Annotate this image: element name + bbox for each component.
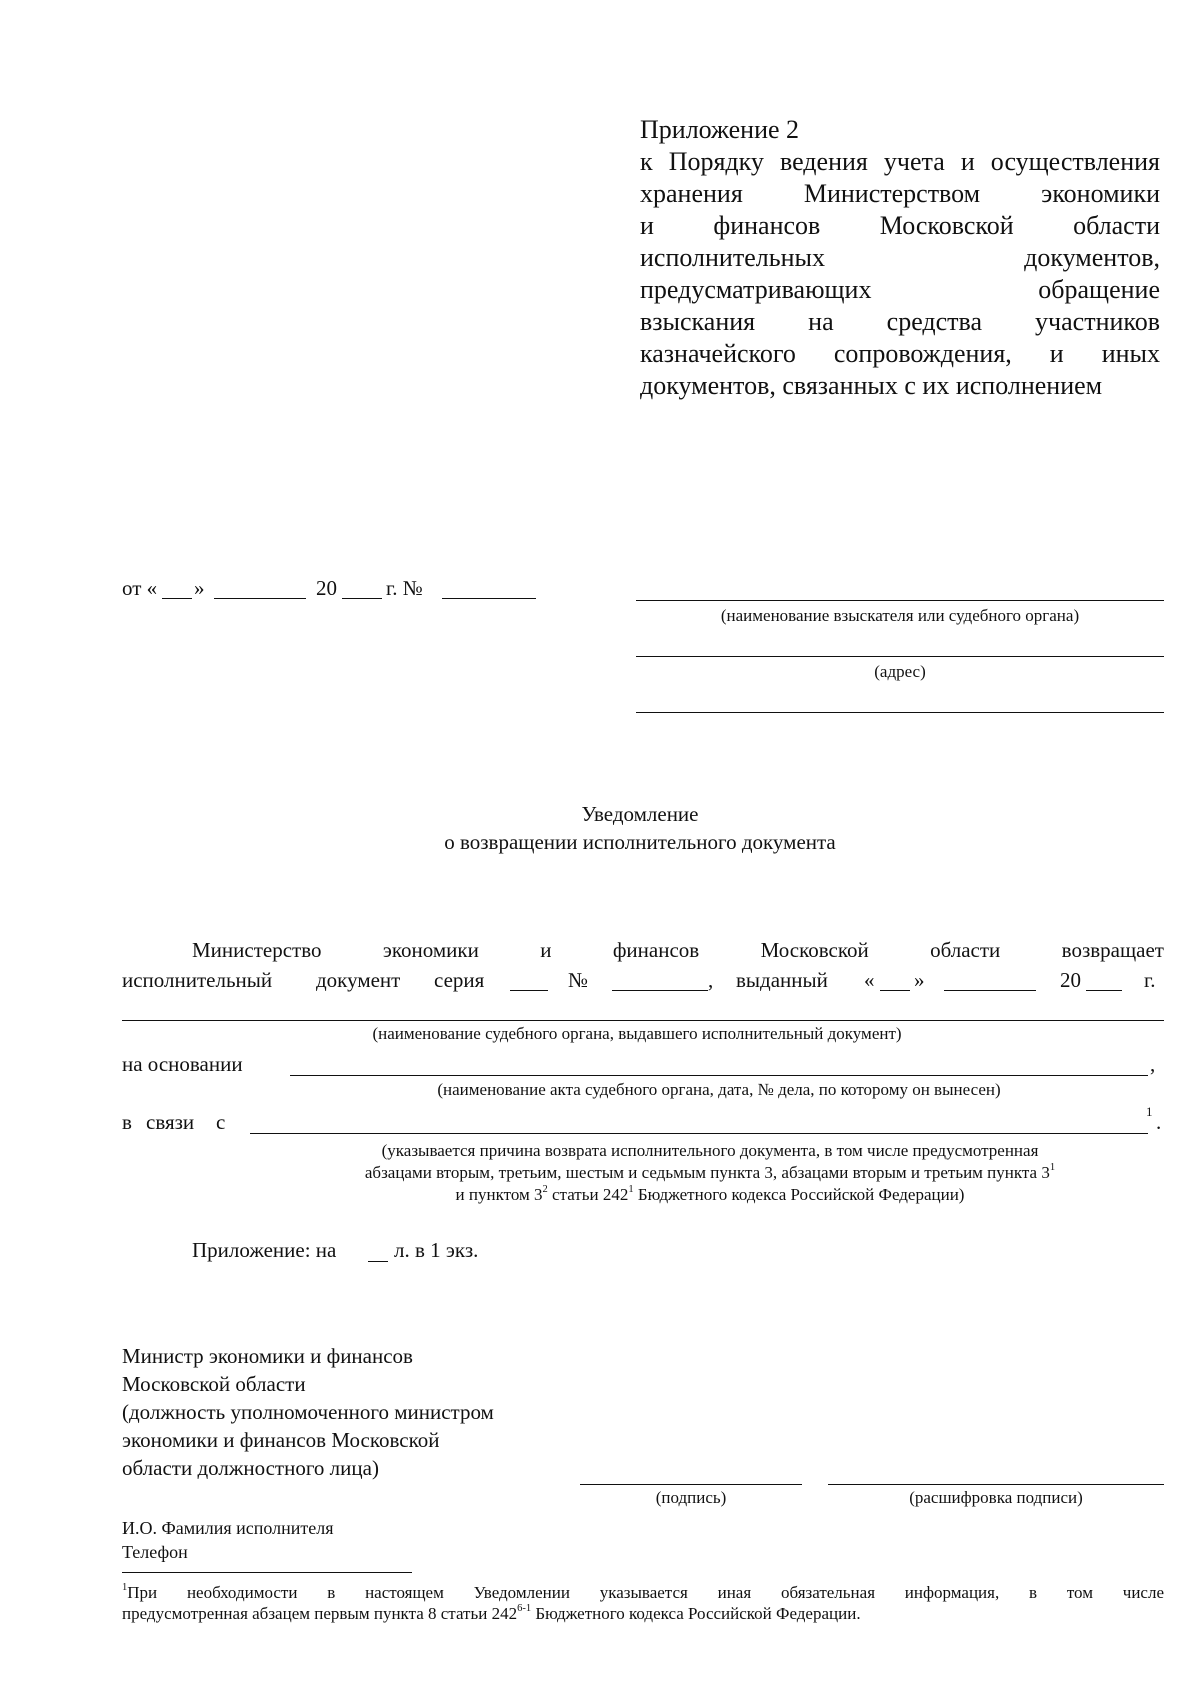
footnote bbox=[122, 1582, 1164, 1624]
signature-line: (должность уполномоченного министром bbox=[122, 1400, 494, 1424]
appendix-line: документов, связанных с их исполнением bbox=[640, 371, 1103, 400]
caption-signature: (подпись) bbox=[655, 1488, 727, 1507]
caption-decoding: (расшифровка подписи) bbox=[909, 1488, 1083, 1507]
month-blank bbox=[214, 598, 306, 599]
body-word: документ bbox=[316, 968, 401, 992]
quote-open: « bbox=[864, 968, 875, 992]
appendix-line: исполнительных документов, bbox=[640, 243, 1160, 272]
signature-line: Министр экономики и финансов bbox=[122, 1344, 413, 1368]
court-line bbox=[122, 1020, 1164, 1021]
reason-dot: . bbox=[1156, 1110, 1162, 1134]
number-label: г. № bbox=[386, 576, 423, 600]
body-word: возвращает bbox=[1061, 938, 1164, 962]
body-word: серия bbox=[434, 968, 485, 992]
year-blank bbox=[342, 598, 382, 599]
day-blank bbox=[162, 598, 192, 599]
year-suffix: г. bbox=[1144, 968, 1156, 992]
basis-comma: , bbox=[1150, 1052, 1156, 1076]
signature-line: Московской области bbox=[122, 1372, 306, 1396]
body-word: исполнительный bbox=[122, 968, 273, 992]
notice-heading bbox=[0, 800, 1200, 856]
series-blank bbox=[510, 990, 548, 991]
quote-close: » bbox=[914, 968, 925, 992]
doc-number-blank bbox=[612, 990, 708, 991]
appendix-line: к Порядку ведения учета и осуществления bbox=[640, 147, 1160, 176]
year-prefix: 20 bbox=[316, 576, 337, 600]
body-word: и bbox=[540, 938, 552, 962]
body-word: выданный bbox=[736, 968, 828, 992]
reason-caption bbox=[230, 1140, 1190, 1206]
caption-addressee-name: (наименование взыскателя или судебного органа) bbox=[720, 606, 1080, 625]
attachment-pages-blank bbox=[368, 1261, 388, 1262]
date-prefix: от « bbox=[122, 576, 158, 600]
signature-line: области должностного лица) bbox=[122, 1456, 379, 1480]
caption-court: (наименование судебного органа, выдавшего исполнительный документ) bbox=[372, 1024, 902, 1043]
executor-phone: Телефон bbox=[122, 1542, 188, 1562]
appendix-line: и финансов Московской области bbox=[640, 211, 1160, 240]
issue-year-prefix: 20 bbox=[1060, 968, 1081, 992]
number-blank bbox=[442, 598, 536, 599]
body-word: Министерство bbox=[192, 938, 322, 962]
addressee-name-line bbox=[636, 600, 1164, 601]
signature-position bbox=[122, 1342, 602, 1482]
notice-subtitle: о возвращении исполнительного документа bbox=[444, 830, 836, 854]
reason-caption-line-2: абзацами вторым, третьим, шестым и седьмым пункта 3, абзацами вторым и третьим пункта $3^1$ bbox=[364, 1162, 1056, 1182]
attachment-suffix: л. в 1 экз. bbox=[394, 1238, 479, 1262]
date-quote-close: » bbox=[194, 576, 205, 600]
decoding-line-blank bbox=[828, 1484, 1164, 1485]
body-word: экономики bbox=[382, 938, 479, 962]
reason-word: связи bbox=[146, 1110, 195, 1134]
signature-line: экономики и финансов Московской bbox=[122, 1428, 440, 1452]
appendix-line: предусматривающих обращение bbox=[640, 275, 1160, 304]
issue-day-blank bbox=[880, 990, 910, 991]
footnote-mark: 1 bbox=[122, 1582, 128, 1594]
footnote-line-1: $^1$При необходимости в настоящем Уведомлении указывается иная обязательная информация, в том числе bbox=[122, 1582, 1164, 1602]
notice-title: Уведомление bbox=[581, 802, 699, 826]
appendix-line: хранения Министерством экономики bbox=[640, 179, 1160, 208]
body-word: финансов bbox=[612, 938, 700, 962]
executor-name: И.О. Фамилия исполнителя bbox=[122, 1518, 334, 1538]
executor-block bbox=[122, 1516, 334, 1564]
addressee-address-line bbox=[636, 656, 1164, 657]
comma: , bbox=[708, 968, 714, 992]
basis-line bbox=[290, 1075, 1148, 1076]
reason-word: в bbox=[122, 1110, 132, 1134]
reason-word: с bbox=[216, 1110, 226, 1134]
number-sign: № bbox=[568, 968, 589, 992]
body-word: области bbox=[930, 938, 1001, 962]
appendix-line: казначейского сопровождения, и иных bbox=[640, 339, 1160, 368]
reason-caption-line-1: (указывается причина возврата исполнительного документа, в том числе предусмотренная bbox=[381, 1141, 1039, 1160]
addressee-extra-line bbox=[636, 712, 1164, 713]
footnote-line-2: предусмотренная абзацем первым пункта 8 статьи 242$^{6-1}$ Бюджетного кодекса Российской Федерации. bbox=[122, 1603, 861, 1623]
body-word: Московской bbox=[760, 938, 869, 962]
appendix-line: взыскания на средства участников bbox=[640, 307, 1160, 336]
issue-year-blank bbox=[1086, 990, 1122, 991]
appendix-block bbox=[640, 114, 1160, 402]
basis-label: на основании bbox=[122, 1052, 243, 1076]
body-line-1 bbox=[122, 938, 1164, 963]
attachment-label: Приложение: на bbox=[192, 1238, 337, 1262]
issue-month-blank bbox=[944, 990, 1036, 991]
reason-caption-line-3: и пунктом $3^2$ статьи $242^1$ Бюджетного кодекса Российской Федерации) bbox=[455, 1184, 965, 1204]
caption-address: (адрес) bbox=[874, 662, 926, 681]
appendix-title: Приложение 2 bbox=[640, 115, 800, 144]
footnote-ref: 1 bbox=[1146, 1104, 1153, 1119]
caption-act: (наименование акта судебного органа, дата, № дела, по которому он вынесен) bbox=[437, 1080, 1001, 1099]
signature-line-blank bbox=[580, 1484, 802, 1485]
reason-line bbox=[250, 1133, 1148, 1134]
footnote-separator bbox=[122, 1572, 412, 1573]
